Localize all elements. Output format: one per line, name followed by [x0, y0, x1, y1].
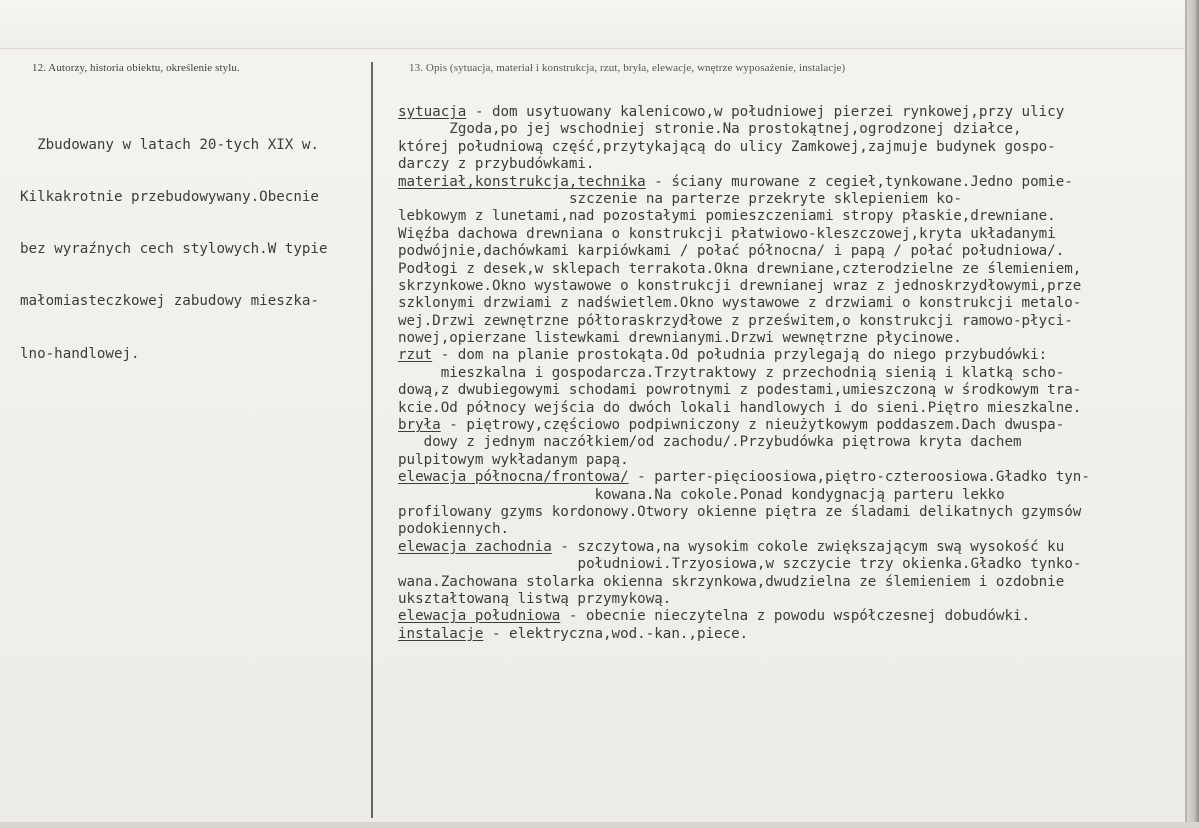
history-line: bez wyraźnych cech stylowych.W typie: [20, 241, 328, 258]
line-text: której południową część,przytykającą do ulicy Zamkowej,zajmuje budynek gospo-: [398, 138, 1056, 155]
section-term: elewacja południowa: [398, 608, 561, 625]
line-text: kcie.Od północy wejścia do dwóch lokali handlowych i do sieni.Piętro mieszkalne.: [398, 399, 1082, 416]
line-text: szczenie na parterze przekryte sklepieniem ko-: [569, 190, 962, 207]
section-term: bryła: [398, 417, 441, 434]
description-line: [398, 521, 1188, 538]
line-text: kowana.Na cokole.Ponad kondygnacją parteru lekko: [594, 486, 1005, 503]
line-text: wej.Drzwi zewnętrzne półtoraskrzydłowe z prześwitem,o konstrukcji ramowo-płyci-: [398, 312, 1073, 329]
line-text: - parter-pięcioosiowa,piętro-czteroosiowa.Gładko tyn-: [628, 469, 1090, 486]
line-text: dowy z jednym naczółkiem/od zachodu/.Przybudówka piętrowa kryta dachem: [423, 434, 1022, 451]
line-text: - ściany murowane z cegieł,tynkowane.Jedno pomie-: [645, 173, 1073, 190]
description-line: [398, 121, 1188, 138]
description-line: [398, 104, 1188, 121]
line-text: Podłogi z desek,w sklepach terrakota.Okna drewniane,czterodzielne ze ślemieniem,: [398, 260, 1082, 277]
history-line: Kilkakrotnie przebudowywany.Obecnie: [20, 189, 319, 206]
description-line: [398, 330, 1188, 347]
line-text: - piętrowy,częściowo podpiwniczony z nieużytkowym poddaszem.Dach dwuspa-: [440, 417, 1065, 434]
line-text: wana.Zachowana stolarka okienna skrzynkowa,dwudzielna ze ślemieniem i ozdobnie: [398, 573, 1065, 590]
line-text: - dom na planie prostokąta.Od południa przylegają do niego przybudówki:: [432, 347, 1048, 364]
description-line: [398, 191, 1188, 208]
line-text: podwójnie,dachówkami karpiówkami / połać północna/ i papą / połać południowa/.: [398, 243, 1065, 260]
section-term: elewacja zachodnia: [398, 538, 552, 555]
description-line: [398, 539, 1188, 556]
section-12-header: 12. Autorzy, historia obiektu, określenie stylu.: [32, 62, 240, 74]
top-fold: [0, 0, 1199, 48]
description-line: [398, 226, 1188, 243]
line-text: - elektryczna,wod.-kan.,piece.: [483, 625, 749, 642]
description-line: [398, 174, 1188, 191]
line-text: dową,z dwubiegowymi schodami powrotnymi z podestami,umieszczoną w środkowym tra-: [398, 382, 1082, 399]
description-line: [398, 139, 1188, 156]
description-line: [398, 608, 1188, 625]
description-text: [398, 104, 1188, 643]
section-term: materiał,konstrukcja,technika: [398, 173, 646, 190]
section-term: sytuacja: [398, 104, 467, 120]
description-line: [398, 574, 1188, 591]
line-text: - dom usytuowany kalenicowo,w południowej pierzei rynkowej,przy ulicy: [466, 104, 1065, 120]
description-line: [398, 382, 1188, 399]
line-text: Więźba dachowa drewniana o konstrukcji płatwiowo-kleszczowej,kryta układanymi: [398, 225, 1056, 242]
line-text: mieszkalna i gospodarcza.Trzytraktowy z przechodnią sienią i klatką scho-: [440, 364, 1065, 381]
line-text: Zgoda,po jej wschodniej stronie.Na prostokątnej,ogrodzonej działce,: [449, 121, 1022, 138]
description-line: [398, 261, 1188, 278]
description-line: [398, 487, 1188, 504]
line-text: - obecnie nieczytelna z powodu współczesnej dobudówki.: [560, 608, 1031, 625]
description-line: [398, 400, 1188, 417]
fold-line: [0, 48, 1199, 49]
description-line: [398, 417, 1188, 434]
description-line: [398, 556, 1188, 573]
description-line: [398, 626, 1188, 643]
line-text: lebkowym z lunetami,nad pozostałymi pomieszczeniami stropy płaskie,drewniane.: [398, 208, 1056, 225]
description-line: [398, 591, 1188, 608]
line-text: ukształtowaną listwą przymykową.: [398, 590, 672, 607]
section-term: rzut: [398, 347, 433, 364]
section-term: instalacje: [398, 625, 484, 642]
page-edge: [1187, 0, 1199, 828]
line-text: skrzynkowe.Okno wystawowe o konstrukcji drewnianej wraz z jednoskrzydłowymi,prze: [398, 277, 1082, 294]
description-line: [398, 278, 1188, 295]
description-line: [398, 347, 1188, 364]
line-text: podokiennych.: [398, 521, 510, 538]
description-line: [398, 156, 1188, 173]
description-line: [398, 313, 1188, 330]
section-term: elewacja północna/frontowa/: [398, 469, 629, 486]
description-line: [398, 434, 1188, 451]
line-text: profilowany gzyms kordonowy.Otwory okienne piętra ze śladami delikatnych gzymsów: [398, 503, 1082, 520]
column-divider: [371, 62, 373, 818]
description-line: [398, 208, 1188, 225]
history-line: Zbudowany w latach 20-tych XIX w.: [20, 136, 319, 153]
line-text: darczy z przybudówkami.: [398, 156, 595, 173]
line-text: południowi.Trzyosiowa,w szczycie trzy okienka.Gładko tynko-: [577, 556, 1082, 573]
description-line: [398, 365, 1188, 382]
bottom-edge: [0, 822, 1199, 828]
line-text: nowej,opierzane listewkami drewnianymi.Drzwi wewnętrzne płycinowe.: [398, 330, 962, 347]
description-line: [398, 243, 1188, 260]
history-line: lno-handlowej.: [20, 345, 140, 362]
description-line: [398, 295, 1188, 312]
line-text: szklonymi drzwiami z nadświetlem.Okno wystawowe z drzwiami o konstrukcji metalo-: [398, 295, 1082, 312]
description-line: [398, 469, 1188, 486]
description-line: [398, 504, 1188, 521]
history-text: [20, 102, 370, 398]
history-line: małomiasteczkowej zabudowy mieszka-: [20, 293, 319, 310]
section-13-header: 13. Opis (sytuacja, materiał i konstrukcja, rzut, bryła, elewacje, wnętrze wyposażenie, instalacje): [409, 62, 846, 74]
line-text: - szczytowa,na wysokim cokole zwiększającym swą wysokość ku: [551, 538, 1065, 555]
description-line: [398, 452, 1188, 469]
line-text: pulpitowym wykładanym papą.: [398, 451, 629, 468]
